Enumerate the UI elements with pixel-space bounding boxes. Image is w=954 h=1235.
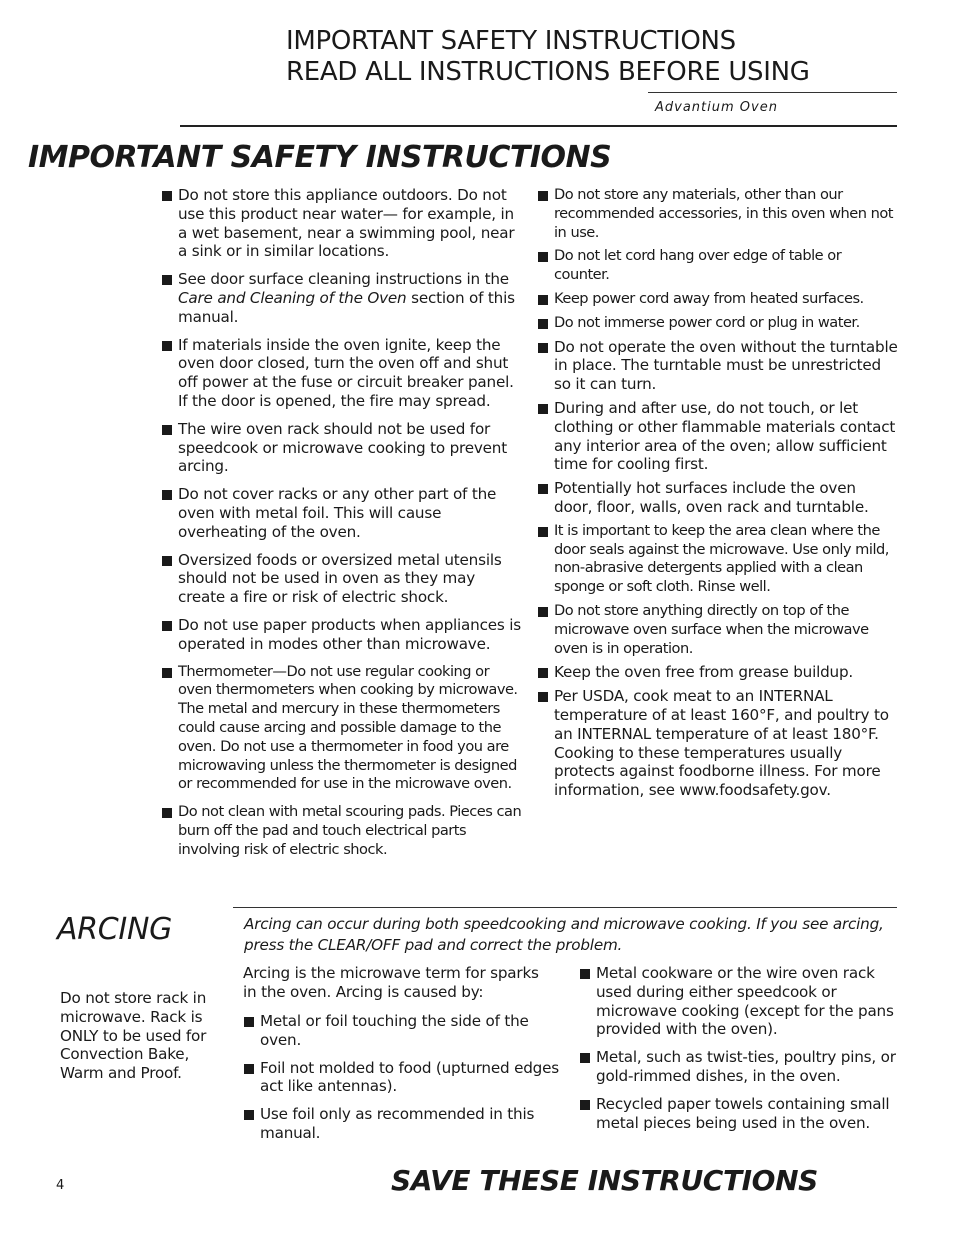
bullet-icon bbox=[538, 252, 548, 262]
list-item: Do not let cord hang over edge of table or counter. bbox=[538, 247, 898, 285]
bullet-icon bbox=[162, 808, 172, 818]
list-item: If materials inside the oven ignite, keep the oven door closed, turn the oven off and shut off power at the fuse or circuit breaker panel. If the door is opened, the fire may spread. bbox=[162, 336, 522, 411]
bullet-icon bbox=[538, 668, 548, 678]
bullet-icon bbox=[538, 484, 548, 494]
bullet-icon bbox=[538, 404, 548, 414]
list-item: Oversized foods or oversized metal utensils should not be used in oven as they may create a fire or risk of electric shock. bbox=[162, 551, 522, 607]
header-divider-thin bbox=[648, 92, 897, 93]
list-item: Do not use paper products when appliances is operated in modes other than microwave. bbox=[162, 616, 522, 654]
header-divider-thick bbox=[180, 125, 897, 127]
bullet-icon bbox=[162, 490, 172, 500]
bullet-icon bbox=[538, 527, 548, 537]
list-item: Do not store this appliance outdoors. Do not use this product near water— for example, in a wet basement, near a swimming pool, near a sink or in similar locations. bbox=[162, 186, 522, 261]
bullet-icon bbox=[580, 1100, 590, 1110]
section-title: IMPORTANT SAFETY INSTRUCTIONS bbox=[28, 140, 612, 175]
arcing-causes-left bbox=[244, 1012, 564, 1152]
arcing-lead: Arcing is the microwave term for sparks in the oven. Arcing is caused by: bbox=[243, 964, 539, 1001]
bullet-icon bbox=[538, 607, 548, 617]
list-item: Do not store any materials, other than our recommended accessories, in this oven when not in use. bbox=[538, 186, 898, 242]
arcing-causes-right bbox=[580, 964, 898, 1141]
list-item: Thermometer—Do not use regular cooking or oven thermometers when cooking by microwave. The metal and mercury in these thermometers could cause arcing and possible damage to the oven. Do not use a thermometer in food you are microwaving unless the thermometer is designed or recommended for use in the microwave oven. bbox=[162, 663, 522, 795]
list-item: Do not store anything directly on top of the microwave oven surface when the microwave oven is in operation. bbox=[538, 602, 898, 658]
bullet-icon bbox=[244, 1064, 254, 1074]
list-item: Metal or foil touching the side of the oven. bbox=[244, 1012, 564, 1050]
bullet-icon bbox=[244, 1110, 254, 1120]
list-item: Foil not molded to food (upturned edges act like antennas). bbox=[244, 1059, 564, 1097]
page-number: 4 bbox=[56, 1178, 65, 1193]
arcing-title: ARCING bbox=[57, 912, 173, 947]
bullet-icon bbox=[538, 319, 548, 329]
safety-list-left bbox=[162, 186, 522, 869]
list-item: It is important to keep the area clean where the door seals against the microwave. Use only mild, non-abrasive detergents applied with a clean sponge or soft cloth. Rinse well. bbox=[538, 522, 898, 597]
list-item: Recycled paper towels containing small metal pieces being used in the oven. bbox=[580, 1095, 898, 1133]
list-item: Keep the oven free from grease buildup. bbox=[538, 663, 898, 682]
bullet-icon bbox=[162, 621, 172, 631]
list-item: Do not cover racks or any other part of the oven with metal foil. This will cause overheating of the oven. bbox=[162, 485, 522, 541]
bullet-icon bbox=[580, 969, 590, 979]
arcing-divider bbox=[233, 907, 897, 908]
bullet-icon bbox=[538, 692, 548, 702]
list-item: Do not immerse power cord or plug in water. bbox=[538, 314, 898, 333]
bullet-icon bbox=[162, 668, 172, 678]
list-item: Do not operate the oven without the turntable in place. The turntable must be unrestricted so it can turn. bbox=[538, 338, 898, 394]
bullet-icon bbox=[162, 556, 172, 566]
list-item-cleaning: See door surface cleaning instructions in the Care and Cleaning of the Oven section of this manual. bbox=[162, 270, 522, 326]
list-item: The wire oven rack should not be used for speedcook or microwave cooking to prevent arcing. bbox=[162, 420, 522, 476]
bullet-icon bbox=[538, 343, 548, 353]
list-item: Per USDA, cook meat to an INTERNAL temperature of at least 160°F, and poultry to an INTERNAL temperature of at least 180°F. Cooking to these temperatures usually protects against foodborne illness. For more information, see www.foodsafety.gov. bbox=[538, 687, 898, 800]
list-item: Metal cookware or the wire oven rack used during either speedcook or microwave cooking (except for the pans provided with the oven). bbox=[580, 964, 898, 1039]
bullet-icon bbox=[162, 425, 172, 435]
bullet-icon bbox=[538, 191, 548, 201]
product-name: Advantium Oven bbox=[655, 100, 778, 115]
manual-section-reference: Care and Cleaning of the Oven bbox=[178, 288, 407, 307]
header-title-line1: IMPORTANT SAFETY INSTRUCTIONS bbox=[286, 26, 736, 56]
bullet-icon bbox=[162, 275, 172, 285]
list-item: During and after use, do not touch, or let clothing or other flammable materials contact any interior area of the oven; allow sufficient time for cooling first. bbox=[538, 399, 898, 474]
header-title-line2: READ ALL INSTRUCTIONS BEFORE USING bbox=[286, 57, 810, 87]
bullet-icon bbox=[580, 1053, 590, 1063]
list-item: Do not clean with metal scouring pads. Pieces can burn off the pad and touch electrical parts involving risk of electric shock. bbox=[162, 803, 522, 859]
bullet-icon bbox=[244, 1017, 254, 1027]
arcing-intro: Arcing can occur during both speedcooking and microwave cooking. If you see arcing, press the CLEAR/OFF pad and correct the problem. bbox=[244, 915, 884, 954]
list-item: Keep power cord away from heated surfaces. bbox=[538, 290, 898, 309]
bullet-icon bbox=[162, 341, 172, 351]
safety-list-right bbox=[538, 186, 898, 805]
header-title bbox=[286, 26, 810, 88]
rack-note: Do not store rack in microwave. Rack is ONLY to be used for Convection Bake, Warm and Proof. bbox=[60, 989, 207, 1083]
list-item: Use foil only as recommended in this manual. bbox=[244, 1105, 564, 1143]
bullet-icon bbox=[538, 295, 548, 305]
list-item: Metal, such as twist-ties, poultry pins, or gold-rimmed dishes, in the oven. bbox=[580, 1048, 898, 1086]
bullet-icon bbox=[162, 191, 172, 201]
list-item: Potentially hot surfaces include the oven door, floor, walls, oven rack and turntable. bbox=[538, 479, 898, 517]
save-instructions-title: SAVE THESE INSTRUCTIONS bbox=[391, 1164, 818, 1197]
